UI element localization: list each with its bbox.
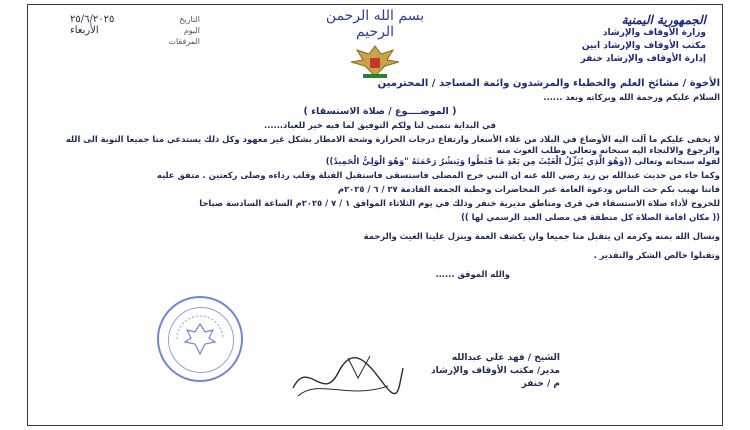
greeting: السلام عليكم ورحمة الله وبركاته وبعد ...... <box>543 92 720 102</box>
opening: في البداية نتمنى لنا ولكم التوفيق لما فيه خير للعباد...... <box>263 120 497 130</box>
day-value: الأربعاء <box>70 25 99 36</box>
paragraph-3: فاننا نهيب بكم حث الناس ودعوة العامة عبر المحاضرات وخطبة الجمعة القادمة ٢٧ / ٦ / ٢٠٢٥م <box>337 184 720 194</box>
official-stamp <box>157 296 243 382</box>
paragraph-2: وكما جاء من حديث عبدالله بن زيد رضي الله عنه ان النبي خرج المصلى فاستسقى فاستقبل القبلة وقلب رداءه وصلى ركعتين . متفق عليه <box>156 170 720 180</box>
closing-prayer: ونسال الله بمنه وكرمه ان يتقبل منا جميعا وان يكشف الغمة وينزل علينا الغيث والرحمة <box>363 231 720 241</box>
meta-day: اليوم الأربعاء <box>70 25 200 36</box>
signatory-block <box>320 352 560 391</box>
org-line-1: الجمهورية اليمنية <box>621 13 706 27</box>
letterhead-emblem <box>310 8 440 86</box>
letter-body <box>40 78 720 280</box>
prayer-location: (( مكان اقامة الصلاة كل منطقة في مصلى العيد الرسمي لها )) <box>461 212 720 222</box>
org-line-3: مكتب الأوقاف والإرشاد ابين <box>581 41 706 51</box>
meta-attachments: المرفقات <box>168 37 200 46</box>
signatory-name: الشيخ / فهد علي عبدالله <box>451 353 560 363</box>
meta-date: التاريخ ٢٥/٦/٢٠٢٥ <box>70 14 200 25</box>
org-line-2: وزارة الأوقاف والإرشاد <box>602 28 706 38</box>
quran-quote: لقوله سبحانه وتعالى ((وَهُوَ الَّذِي يُنَزِّلُ الْغَيْثَ مِن بَعْدِ مَا قَنَطُوا وَيَنشُرُ رَحْمَتَهُ "وَهُوَ الْوَلِيُّ الْحَمِيدُ)) <box>325 156 720 166</box>
thanks: وتقبلوا خالص الشكر والتقدير . <box>593 250 720 260</box>
date-value: ٢٥/٦/٢٠٢٥ <box>70 14 115 25</box>
signatory-title: مدير/ مكتب الأوقاف والإرشاد <box>431 366 560 376</box>
closing: والله الموفق ...... <box>435 269 510 279</box>
paragraph-1: لا يخفى عليكم ما آلت اليه الأوضاع في البلاد من غلاء الأسعار وارتفاع درجات الحرارة وشحة الامطار بشكل غير معهود وكل ذلك يستدعي منا جميعا التوبة الى الله والرجوع والالتجاء اليه سبحانه وتعالى وطلب الغوث منه <box>65 134 720 155</box>
letterhead-org <box>576 14 706 66</box>
addressee: الأخوة / مشائخ العلم والخطباء والمرشدون وائمة المساجد / المحترمين <box>377 78 720 89</box>
basmala: بسم الله الرحمن الرحيم <box>325 8 425 40</box>
letter-meta <box>70 14 200 47</box>
org-line-4: إدارة الأوقاف والإرشاد خنفر <box>580 54 706 64</box>
subject: ( الموضــــوع / صلاة الاستسقاء ) <box>303 106 457 117</box>
stamp-emblem-icon <box>157 296 243 382</box>
eagle-emblem-icon <box>345 40 405 82</box>
signatory-district: م / خنفر <box>521 379 560 389</box>
paragraph-4: للخروج لأداء صلاة الاستسقاء في قرى ومناطق مديرية خنفر وذلك في يوم الثلاثاء الموافق ١ / ٧ / ٢٠٢٥م الساعة السادسة صباحا <box>199 198 720 208</box>
